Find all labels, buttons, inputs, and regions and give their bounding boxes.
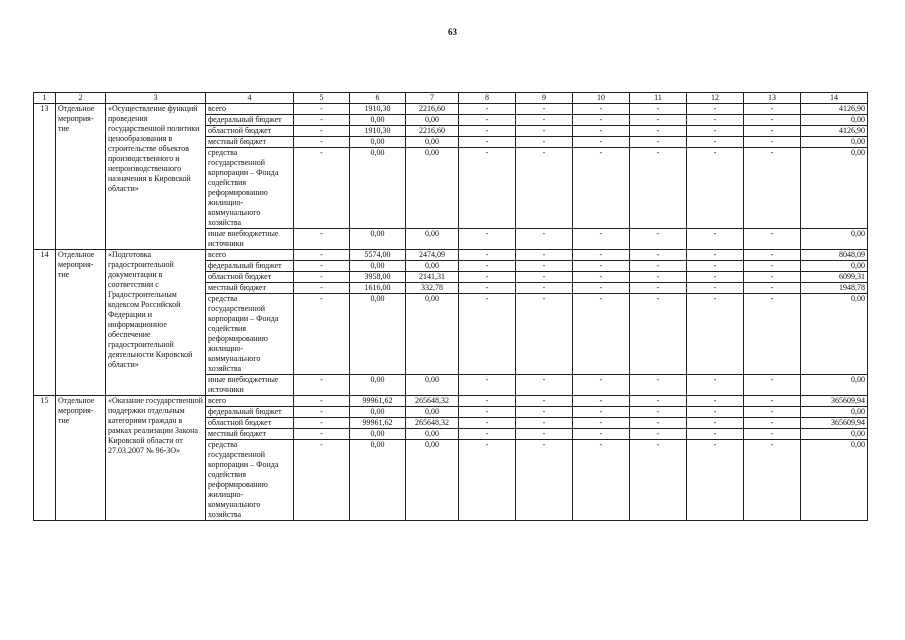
value-cell: 0,00 [350,261,406,272]
value-cell: 3958,00 [350,272,406,283]
value-cell: 0,00 [801,137,868,148]
value-cell: 0,00 [350,137,406,148]
value-cell: - [459,272,516,283]
column-header-8: 8 [459,93,516,104]
column-header-6: 6 [350,93,406,104]
value-cell: - [459,407,516,418]
row-number: 15 [34,396,56,521]
value-cell: - [630,418,687,429]
value-cell: - [573,261,630,272]
value-cell: - [294,294,350,375]
value-cell: - [516,126,573,137]
value-cell: - [630,229,687,250]
funding-source: средства государственной корпорации – Фонда содействия реформированию жилищно-коммунального хозяйства [206,148,294,229]
measure-name: «Оказание государственной поддержки отдельным категориям граждан в рамках реализации Закона Кировской области от 27.03.2007 № 96-ЗО» [106,396,206,521]
value-cell: - [630,294,687,375]
value-cell: 0,00 [406,440,459,521]
page-number: 63 [448,27,457,37]
value-cell: - [516,375,573,396]
value-cell: 265648,32 [406,396,459,407]
value-cell: - [687,137,744,148]
value-cell: - [744,261,801,272]
value-cell: - [687,294,744,375]
value-cell: 0,00 [350,440,406,521]
value-cell: - [516,418,573,429]
value-cell: 4126,90 [801,104,868,115]
funding-source: областной бюджет [206,126,294,137]
table-row [34,250,868,261]
column-header-13: 13 [744,93,801,104]
value-cell: - [516,429,573,440]
value-cell: - [516,250,573,261]
value-cell: - [630,250,687,261]
value-cell: - [744,272,801,283]
value-cell: 1910,30 [350,104,406,115]
value-cell: 0,00 [406,261,459,272]
value-cell: - [573,418,630,429]
value-cell: 2216,60 [406,104,459,115]
value-cell: - [573,250,630,261]
funding-source: местный бюджет [206,137,294,148]
value-cell: - [687,250,744,261]
value-cell: 99961,62 [350,396,406,407]
value-cell: - [687,272,744,283]
funding-source: всего [206,104,294,115]
value-cell: - [630,126,687,137]
value-cell: - [294,375,350,396]
measure-name: «Подготовка градостроительной документации в соответствии с Градостроительным кодексом Российской Федерации и информационное обеспечение градостроительной деятельности Кировской области» [106,250,206,396]
row-number: 13 [34,104,56,250]
value-cell: - [744,148,801,229]
value-cell: - [687,440,744,521]
value-cell: - [687,283,744,294]
value-cell: 1616,00 [350,283,406,294]
value-cell: - [630,115,687,126]
value-cell: - [459,229,516,250]
column-header-2: 2 [56,93,106,104]
measure-type: Отдельное мероприя-тие [56,104,106,250]
value-cell: 0,00 [350,429,406,440]
value-cell: 0,00 [350,229,406,250]
value-cell: - [687,407,744,418]
value-cell: - [294,440,350,521]
value-cell: 0,00 [350,375,406,396]
value-cell: 2141,31 [406,272,459,283]
value-cell: 0,00 [406,229,459,250]
funding-source: местный бюджет [206,283,294,294]
value-cell: - [459,283,516,294]
table-header [34,93,868,104]
funding-source: областной бюджет [206,418,294,429]
value-cell: - [687,418,744,429]
value-cell: 8048,09 [801,250,868,261]
value-cell: - [294,104,350,115]
value-cell: - [459,115,516,126]
value-cell: 0,00 [801,115,868,126]
measure-type: Отдельное мероприя-тие [56,250,106,396]
value-cell: - [516,137,573,148]
value-cell: 0,00 [406,115,459,126]
value-cell: - [687,429,744,440]
value-cell: 99961,62 [350,418,406,429]
value-cell: - [630,375,687,396]
value-cell: - [630,283,687,294]
value-cell: - [573,375,630,396]
value-cell: - [459,440,516,521]
value-cell: - [573,137,630,148]
value-cell: - [516,407,573,418]
value-cell: - [294,418,350,429]
value-cell: - [459,396,516,407]
value-cell: - [687,115,744,126]
value-cell: - [573,429,630,440]
value-cell: 0,00 [350,115,406,126]
value-cell: - [516,261,573,272]
value-cell: 0,00 [406,375,459,396]
funding-source: иные внебюджетные источники [206,375,294,396]
value-cell: - [459,137,516,148]
value-cell: - [744,418,801,429]
funding-source: федеральный бюджет [206,115,294,126]
value-cell: - [516,294,573,375]
measure-type: Отдельное мероприя-тие [56,396,106,521]
value-cell: - [573,229,630,250]
value-cell: - [516,115,573,126]
value-cell: - [744,429,801,440]
column-header-3: 3 [106,93,206,104]
value-cell: - [573,407,630,418]
column-header-10: 10 [573,93,630,104]
column-header-7: 7 [406,93,459,104]
value-cell: - [630,272,687,283]
value-cell: - [744,375,801,396]
value-cell: - [459,126,516,137]
value-cell: - [516,104,573,115]
value-cell: - [573,104,630,115]
value-cell: - [573,440,630,521]
value-cell: - [630,148,687,229]
value-cell: - [687,396,744,407]
column-header-1: 1 [34,93,56,104]
value-cell: - [459,250,516,261]
funding-source: всего [206,250,294,261]
value-cell: - [630,440,687,521]
value-cell: 265648,32 [406,418,459,429]
value-cell: - [516,283,573,294]
value-cell: - [744,229,801,250]
value-cell: - [630,407,687,418]
value-cell: 0,00 [801,261,868,272]
value-cell: - [516,272,573,283]
row-number: 14 [34,250,56,396]
value-cell: - [687,229,744,250]
value-cell: 0,00 [406,407,459,418]
value-cell: 0,00 [350,148,406,229]
value-cell: 365609,94 [801,418,868,429]
value-cell: - [630,137,687,148]
value-cell: - [294,429,350,440]
funding-source: средства государственной корпорации – Фонда содействия реформированию жилищно-коммунального хозяйства [206,294,294,375]
value-cell: - [687,148,744,229]
value-cell: 0,00 [350,407,406,418]
budget-table [33,92,868,521]
value-cell: - [744,396,801,407]
table-body [34,104,868,521]
value-cell: - [294,283,350,294]
value-cell: 0,00 [801,375,868,396]
value-cell: - [744,283,801,294]
value-cell: 0,00 [801,229,868,250]
value-cell: 6099,31 [801,272,868,283]
funding-source: федеральный бюджет [206,407,294,418]
table-row [34,396,868,407]
column-header-12: 12 [687,93,744,104]
value-cell: - [294,407,350,418]
value-cell: - [516,148,573,229]
value-cell: 365609,94 [801,396,868,407]
value-cell: - [687,375,744,396]
value-cell: - [459,148,516,229]
table-row [34,104,868,115]
column-header-11: 11 [630,93,687,104]
value-cell: - [573,294,630,375]
value-cell: - [294,126,350,137]
value-cell: - [630,104,687,115]
column-header-14: 14 [801,93,868,104]
value-cell: - [294,137,350,148]
value-cell: - [744,294,801,375]
value-cell: - [459,261,516,272]
value-cell: - [294,229,350,250]
value-cell: - [459,104,516,115]
value-cell: - [459,294,516,375]
value-cell: 0,00 [350,294,406,375]
value-cell: - [687,261,744,272]
value-cell: - [459,429,516,440]
value-cell: 332,78 [406,283,459,294]
value-cell: - [459,418,516,429]
value-cell: 0,00 [406,429,459,440]
value-cell: - [516,229,573,250]
funding-source: иные внебюджетные источники [206,229,294,250]
value-cell: - [294,261,350,272]
value-cell: - [573,396,630,407]
value-cell: - [687,126,744,137]
value-cell: - [294,272,350,283]
value-cell: - [573,115,630,126]
value-cell: 2474,09 [406,250,459,261]
value-cell: - [630,261,687,272]
value-cell: 0,00 [406,294,459,375]
value-cell: - [744,440,801,521]
value-cell: - [516,440,573,521]
value-cell: - [294,148,350,229]
value-cell: 0,00 [801,429,868,440]
value-cell: 0,00 [801,440,868,521]
value-cell: 5574,00 [350,250,406,261]
value-cell: - [573,148,630,229]
value-cell: 2216,60 [406,126,459,137]
funding-source: федеральный бюджет [206,261,294,272]
value-cell: 0,00 [406,137,459,148]
value-cell: - [573,272,630,283]
value-cell: - [573,126,630,137]
funding-source: средства государственной корпорации – Фонда содействия реформированию жилищно-коммунального хозяйства [206,440,294,521]
value-cell: - [573,283,630,294]
funding-source: областной бюджет [206,272,294,283]
value-cell: - [744,137,801,148]
column-header-9: 9 [516,93,573,104]
value-cell: 4126,90 [801,126,868,137]
value-cell: 0,00 [801,407,868,418]
value-cell: - [744,126,801,137]
value-cell: 1948,78 [801,283,868,294]
value-cell: - [294,250,350,261]
value-cell: - [744,250,801,261]
value-cell: - [687,104,744,115]
value-cell: - [744,104,801,115]
funding-source: местный бюджет [206,429,294,440]
value-cell: - [630,429,687,440]
funding-source: всего [206,396,294,407]
value-cell: - [516,396,573,407]
column-header-4: 4 [206,93,294,104]
value-cell: 0,00 [801,148,868,229]
value-cell: - [744,407,801,418]
column-header-5: 5 [294,93,350,104]
value-cell: - [294,115,350,126]
value-cell: - [744,115,801,126]
value-cell: - [459,375,516,396]
value-cell: 0,00 [801,294,868,375]
value-cell: 0,00 [406,148,459,229]
value-cell: 1910,30 [350,126,406,137]
value-cell: - [630,396,687,407]
value-cell: - [294,396,350,407]
measure-name: «Осуществление функций проведения государственной политики ценообразования в строительстве объектов производственного и непроизводственного назначения в Кировской области» [106,104,206,250]
